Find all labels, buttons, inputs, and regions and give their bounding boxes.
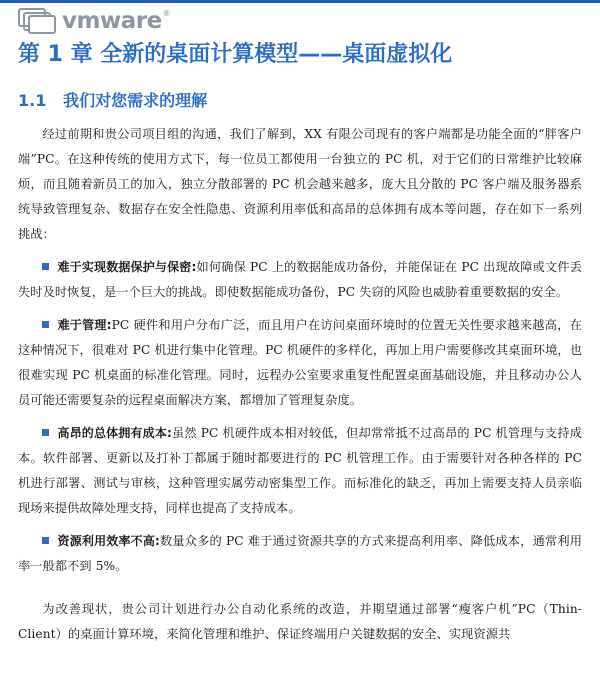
challenge-item: [18, 313, 582, 413]
vmware-logo-icon: [18, 8, 56, 34]
challenge-item: [18, 255, 582, 305]
section-number: 1.1: [18, 91, 47, 110]
section-heading-text: 我们对您需求的理解: [63, 91, 208, 110]
challenge-lead: 难于实现数据保护与保密:: [57, 260, 197, 274]
challenge-text: 数量众多的 PC 难于通过资源共享的方式来提高利用率、降低成本，通常利用率一般都不到 5%。: [18, 534, 582, 573]
challenge-lead: 高昂的总体拥有成本:: [57, 426, 172, 440]
bullet-square-icon: [42, 321, 49, 328]
bullet-square-icon: [42, 537, 49, 544]
page-header: [0, 0, 600, 40]
challenge-text: 如何确保 PC 上的数据能成功备份，并能保证在 PC 出现故障或文件丢失时及时恢复，是一个巨大的挑战。即使数据能成功备份，PC 失窃的风险也威胁着重要数据的安全。: [18, 260, 583, 299]
challenge-item: [18, 529, 582, 579]
challenge-item: [18, 421, 582, 521]
section-title: [18, 89, 598, 113]
logo-registered-mark: ®: [162, 8, 171, 18]
document-body: [18, 122, 582, 647]
challenge-lead: 难于管理:: [57, 318, 112, 332]
header-rule: [0, 0, 600, 3]
vmware-logo: [18, 8, 171, 34]
challenge-lead: 资源利用效率不高:: [57, 534, 160, 548]
bullet-square-icon: [42, 429, 49, 436]
chapter-title: 第 1 章 全新的桌面计算模型——桌面虚拟化: [18, 42, 453, 67]
closing-paragraph: 为改善现状，贵公司计划进行办公自动化系统的改造，并期望通过部署“瘦客户机”PC（Thin-Client）的桌面计算环境，来简化管理和维护、保证终端用户关键数据的安全、实现资源共: [18, 602, 582, 641]
bullet-square-icon: [42, 263, 49, 270]
challenge-text: 虽然 PC 机硬件成本相对较低，但却常常抵不过高昂的 PC 机管理与支持成本。软件部署、更新以及打补丁都属于随时都要进行的 PC 机管理工作。由于需要针对各种各样的 PC 机进行部署、测试与审核，这种管理实属劳动密集型工作。而标准化的缺乏，再加上需要支持人员亲临现场来提供故障处理支持，同样也提高了支持成本。: [18, 426, 582, 515]
logo-wordmark: vmware: [62, 8, 162, 34]
intro-paragraph: 经过前期和贵公司项目组的沟通，我们了解到，XX 有限公司现有的客户端都是功能全面的“胖客户端”PC。在这种传统的使用方式下，每一位员工都使用一台独立的 PC 机，对于它们的日常维护比较麻烦，而且随着新员工的加入，独立分散部署的 PC 机会越来越多，庞大且分散的 PC 客户端及服务器系统导致管理复杂、数据存在安全性隐患、资源利用率低和高昂的总体拥有成本等问题，存在如下一系列挑战：: [18, 127, 582, 241]
challenge-text: PC 硬件和用户分布广泛，而且用户在访问桌面环境时的位置无关性要求越来越高，在这种情况下，很难对 PC 机进行集中化管理。PC 机硬件的多样化，再加上用户需要修改其桌面环境，也很难实现 PC 机桌面的标准化管理。同时，远程办公室要求重复性配置桌面基础设施，并且移动办公人员可能还需要复杂的远程桌面解决方案，都增加了管理复杂度。: [18, 318, 582, 407]
